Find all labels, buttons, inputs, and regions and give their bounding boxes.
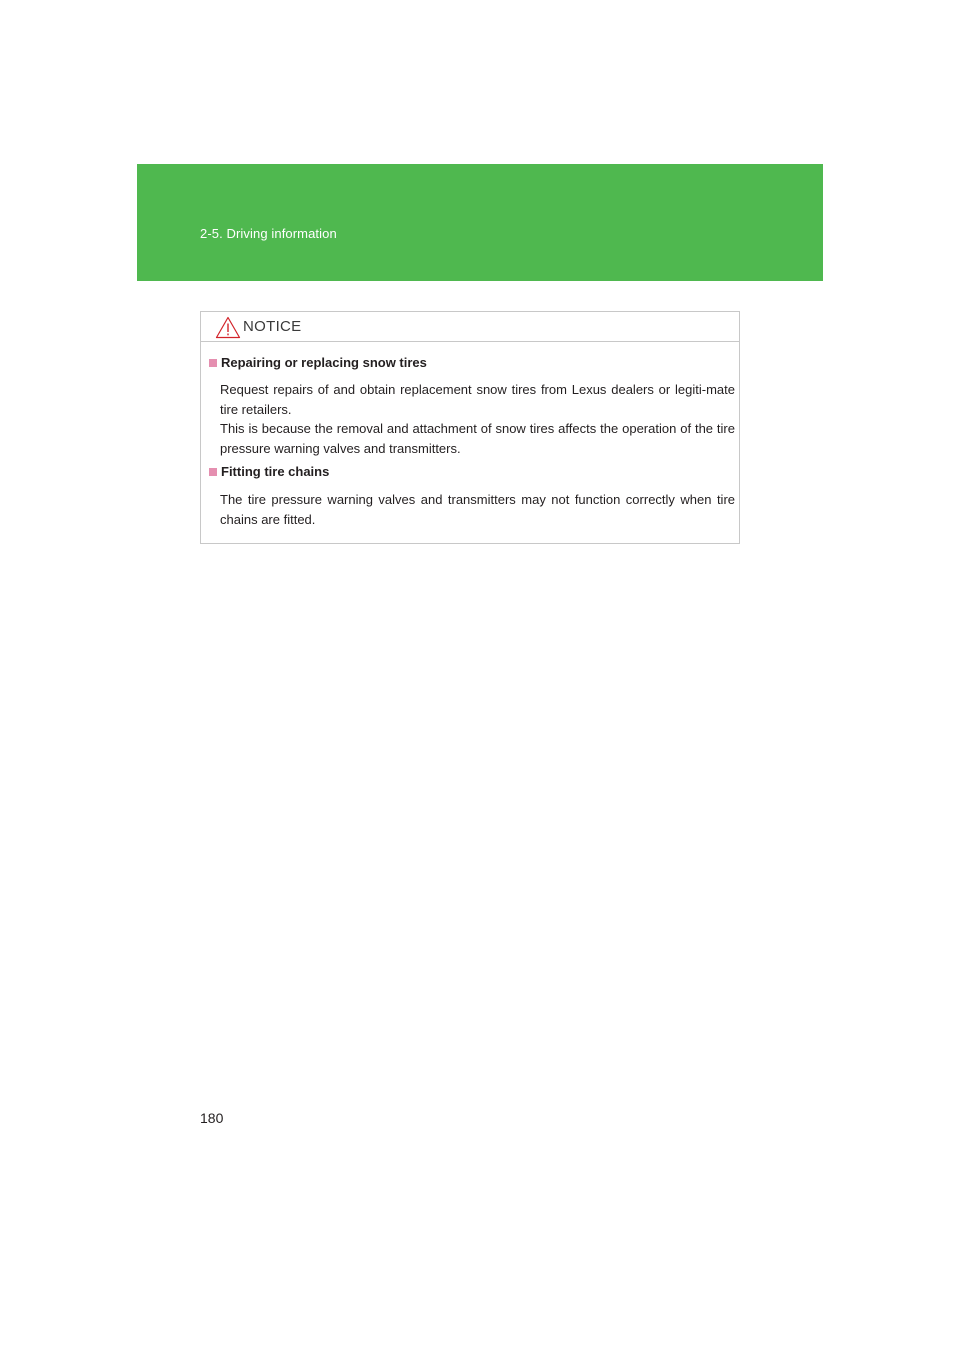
notice-paragraph: This is because the removal and attachment of snow tires affects the operation of the tire pressure warning valves and transmitters. xyxy=(220,421,735,456)
notice-box xyxy=(200,311,740,544)
square-bullet-icon xyxy=(209,468,217,476)
notice-label: NOTICE xyxy=(243,318,302,335)
notice-item-heading-text: Repairing or replacing snow tires xyxy=(221,355,427,370)
notice-paragraph: The tire pressure warning valves and transmitters may not function correctly when tire chains are fitted. xyxy=(220,492,735,527)
notice-item-heading-text: Fitting tire chains xyxy=(221,464,330,479)
notice-item-body xyxy=(220,380,735,458)
notice-paragraph: Request repairs of and obtain replacement snow tires from Lexus dealers or legiti-mate tire retailers. xyxy=(220,382,735,417)
page-number: 180 xyxy=(200,1110,224,1126)
section-title: 2-5. Driving information xyxy=(200,226,337,241)
square-bullet-icon xyxy=(209,359,217,367)
notice-header xyxy=(201,312,739,342)
notice-item-heading xyxy=(209,355,427,370)
notice-item-body xyxy=(220,490,735,529)
warning-triangle-icon xyxy=(215,316,241,339)
section-header-band xyxy=(137,164,823,281)
notice-item-heading xyxy=(209,464,329,479)
